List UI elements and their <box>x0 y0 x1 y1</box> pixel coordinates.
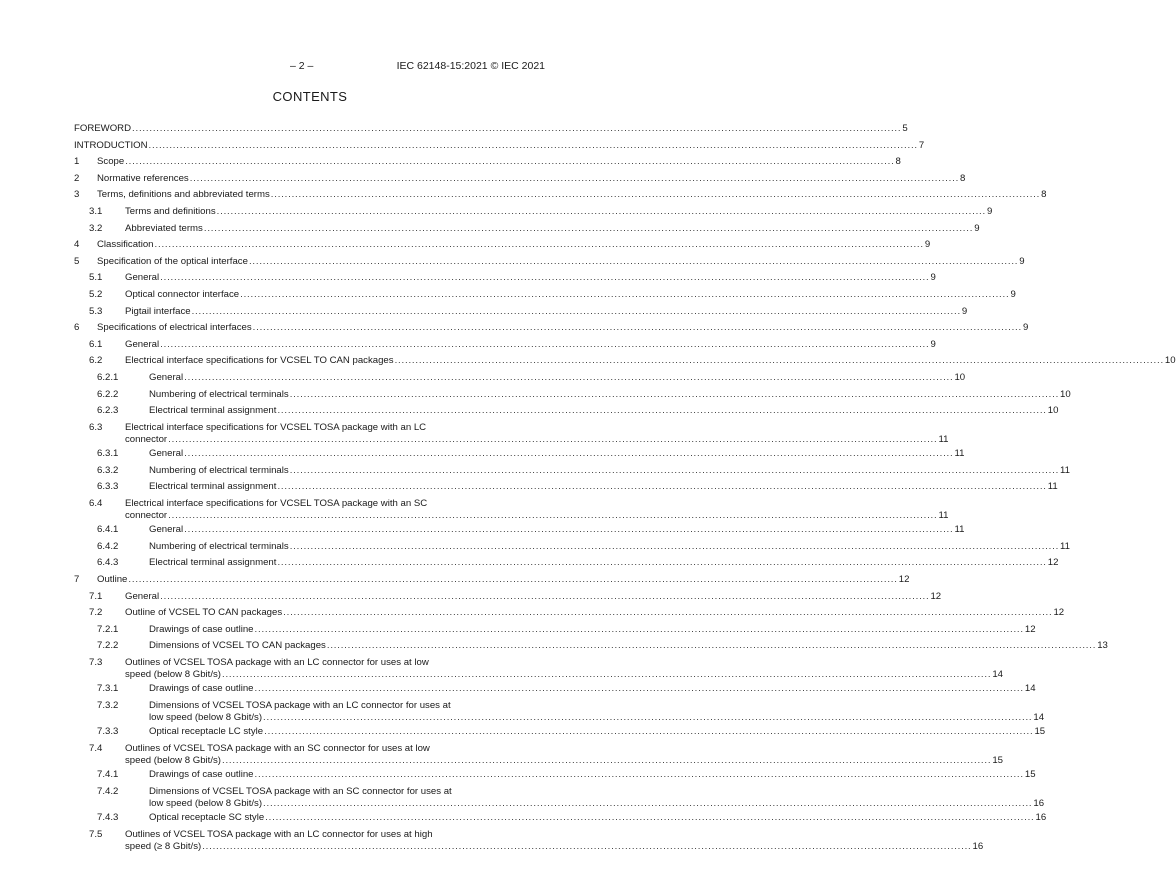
toc-entry-text: Optical connector interface <box>125 288 240 300</box>
toc-page-number: 10 <box>1047 405 1059 417</box>
toc-entry[interactable] <box>74 607 1065 624</box>
toc-entry-title <box>97 189 1047 201</box>
toc-entry-text: Optical receptacle LC style <box>149 726 264 738</box>
toc-entry-text-continued: low speed (below 8 Gbit/s) <box>149 711 263 723</box>
toc-entry[interactable] <box>74 222 980 240</box>
toc-entry-text: General <box>149 524 184 536</box>
toc-entry-title <box>97 322 1029 334</box>
toc-entry-number: 7 <box>74 574 80 586</box>
toc-entry-number: 7.4 <box>89 742 103 754</box>
toc-entry-title <box>149 481 1058 493</box>
toc-entry-title <box>125 355 1176 367</box>
toc-entry-title <box>149 524 965 536</box>
toc-page-number: 11 <box>1047 481 1058 493</box>
toc-entry[interactable] <box>74 288 1016 306</box>
toc-entry[interactable] <box>74 388 1071 406</box>
toc-entry-text: Optical receptacle SC style <box>149 812 265 824</box>
toc-entry-continuation-line <box>125 433 949 445</box>
toc-leader-dots: .............................................................................................................................................................................................................................. <box>189 172 960 184</box>
toc-entry-text: Electrical interface specifications for VCSEL TOSA package with an SC <box>125 497 428 509</box>
toc-entry-text: Terms and definitions <box>125 205 216 217</box>
toc-entry-number: 3.1 <box>89 205 103 217</box>
toc-entry-number: 6.1 <box>89 338 103 350</box>
toc-entry-text-continued: speed (below 8 Gbit/s) <box>125 754 221 766</box>
toc-entry-text: Specifications of electrical interfaces <box>97 322 252 334</box>
toc-page-number: 12 <box>1024 623 1036 635</box>
toc-entry-number: 7.4.3 <box>97 812 119 824</box>
toc-entry-title <box>149 448 965 460</box>
toc-entry[interactable] <box>74 640 1108 657</box>
toc-entry-number: 5.1 <box>89 272 103 284</box>
toc-page-number: 8 <box>960 172 966 184</box>
toc-entry-text: Electrical interface specifications for VCSEL TOSA package with an LC <box>125 421 427 433</box>
toc-entry-number: 7.2.1 <box>97 623 119 635</box>
toc-entry-number: 5 <box>74 255 80 267</box>
toc-leader-dots: .............................................................................................................................................................................................................................. <box>277 557 1047 569</box>
toc-page-number: 11 <box>1060 464 1070 476</box>
toc-leader-dots: .............................................................................................................................................................................................................................. <box>254 683 1024 695</box>
toc-entry[interactable] <box>74 726 1046 743</box>
toc-entry[interactable] <box>74 448 965 465</box>
toc-entry-title <box>149 785 1045 809</box>
toc-entry-continuation-line <box>149 711 1045 723</box>
toc-entry-title <box>149 388 1071 400</box>
toc-entry-continuation-line <box>125 669 1003 680</box>
toc-leader-dots: .............................................................................................................................................................................................................................. <box>160 590 930 602</box>
toc-entry-title <box>97 574 910 586</box>
toc-entry-text: Outlines of VCSEL TOSA package with an SC connector for uses at low <box>125 742 430 754</box>
toc-page-number: 11 <box>938 509 949 521</box>
toc-entry[interactable] <box>74 255 1025 273</box>
toc-leader-dots: .............................................................................................................................................................................................................................. <box>326 640 1097 652</box>
toc-page-number: 10 <box>954 371 966 383</box>
toc-leader-dots: .............................................................................................................................................................................................................................. <box>154 239 924 251</box>
toc-leader-dots: .............................................................................................................................................................................................................................. <box>184 524 954 536</box>
toc-page-number: 14 <box>1033 711 1045 723</box>
toc-leader-dots: .............................................................................................................................................................................................................................. <box>221 669 992 680</box>
toc-entry-title <box>97 255 1025 267</box>
toc-entry-continuation-line <box>149 797 1045 809</box>
toc-entry-number: 6.4.1 <box>97 524 119 536</box>
toc-entry[interactable] <box>74 590 942 608</box>
toc-leader-dots: .............................................................................................................................................................................................................................. <box>277 481 1047 493</box>
toc-leader-dots: .............................................................................................................................................................................................................................. <box>203 222 974 234</box>
toc-entry-text: Normative references <box>97 172 189 184</box>
toc-page-number: 9 <box>930 272 936 284</box>
toc-leader-dots: .............................................................................................................................................................................................................................. <box>160 338 930 350</box>
toc-entry-title <box>149 623 1036 635</box>
toc-entry-title <box>149 557 1059 569</box>
toc-entry[interactable] <box>74 156 901 173</box>
toc-entry-text: Electrical interface specifications for VCSEL TO CAN packages <box>125 355 394 367</box>
toc-entry-title <box>125 828 984 852</box>
toc-entry-number: 1 <box>74 156 80 168</box>
toc-page-number: 9 <box>1022 322 1029 334</box>
toc-entry-text: Specification of the optical interface <box>97 255 248 267</box>
toc-page-number: 15 <box>1024 769 1036 781</box>
toc-entry[interactable] <box>74 812 1047 829</box>
toc-entry-title <box>97 156 901 168</box>
toc-entry-number: 6.3.2 <box>97 464 119 476</box>
toc-entry-text: General <box>149 448 184 460</box>
toc-page-number: 9 <box>974 222 980 234</box>
toc-entry-title <box>74 123 908 134</box>
toc-entry-number: 6.4.2 <box>97 540 119 552</box>
toc-leader-dots: .............................................................................................................................................................................................................................. <box>132 123 902 134</box>
toc-entry[interactable] <box>74 239 931 256</box>
toc-entry-text: Dimensions of VCSEL TOSA package with an SC connector for uses at <box>149 785 452 797</box>
toc-leader-dots: .............................................................................................................................................................................................................................. <box>283 607 1053 619</box>
toc-entry-number: 4 <box>74 239 80 251</box>
toc-entry-text: Dimensions of VCSEL TO CAN packages <box>149 640 326 652</box>
toc-entry[interactable] <box>74 623 1036 641</box>
toc-entry-number: 7.2.2 <box>97 640 119 652</box>
toc-entry-continuation-line <box>125 509 949 521</box>
toc-entry-number: 7.2 <box>89 607 103 619</box>
toc-entry[interactable] <box>74 139 925 157</box>
toc-page-number: 11 <box>954 524 965 536</box>
toc-leader-dots: .............................................................................................................................................................................................................................. <box>184 448 954 460</box>
toc-leader-dots: .............................................................................................................................................................................................................................. <box>221 754 992 766</box>
toc-page-number: 9 <box>961 305 968 317</box>
toc-entry[interactable] <box>74 574 910 591</box>
toc-leader-dots: .............................................................................................................................................................................................................................. <box>216 205 986 217</box>
toc-leader-dots: .............................................................................................................................................................................................................................. <box>168 509 938 521</box>
toc-entry[interactable] <box>74 189 1047 206</box>
toc-page-number: 8 <box>1041 189 1047 201</box>
toc-entry-title <box>149 726 1046 738</box>
toc-entry-continuation-line <box>125 754 1003 766</box>
toc-entry[interactable] <box>74 524 965 541</box>
toc-entry-text: Outline <box>97 574 128 586</box>
toc-leader-dots: .............................................................................................................................................................................................................................. <box>184 371 954 383</box>
toc-page-number: 5 <box>902 123 908 134</box>
toc-entry-title <box>125 205 993 217</box>
toc-entry[interactable] <box>74 769 1036 786</box>
toc-entry[interactable] <box>74 683 1036 700</box>
toc-entry-title <box>74 139 925 151</box>
toc-entry-title <box>149 699 1045 723</box>
toc-entry-text: Electrical terminal assignment <box>149 557 277 569</box>
toc-entry-number: 6.4.3 <box>97 557 119 569</box>
toc-page-number: 12 <box>1053 607 1065 619</box>
toc-leader-dots: .............................................................................................................................................................................................................................. <box>265 812 1035 824</box>
toc-leader-dots: .............................................................................................................................................................................................................................. <box>252 322 1022 334</box>
toc-leader-dots: .............................................................................................................................................................................................................................. <box>148 139 918 151</box>
toc-page-number: 16 <box>972 840 984 852</box>
toc-leader-dots: .............................................................................................................................................................................................................................. <box>394 355 1164 367</box>
toc-page-number: 9 <box>1019 255 1025 267</box>
toc-page-number: 12 <box>898 574 910 586</box>
toc-entry[interactable] <box>74 322 1029 339</box>
toc-entry-text: Abbreviated terms <box>125 222 203 234</box>
toc-entry-text-continued: connector <box>125 509 168 521</box>
toc-entry-text: Terms, definitions and abbreviated terms <box>97 189 270 201</box>
toc-page-number: 10 <box>1060 388 1071 400</box>
toc-entry[interactable] <box>74 742 1003 769</box>
toc-entry-text: Electrical terminal assignment <box>149 405 277 417</box>
toc-entry-number: 7.3.1 <box>97 683 119 695</box>
toc-page-number: 13 <box>1097 640 1108 652</box>
toc-page-number: 7 <box>918 139 925 151</box>
toc-entry[interactable] <box>74 355 1176 372</box>
toc-entry-text: Outlines of VCSEL TOSA package with an LC connector for uses at low <box>125 657 429 668</box>
toc-entry-text: Drawings of case outline <box>149 623 254 635</box>
toc-entry-text: Scope <box>97 156 125 168</box>
toc-entry[interactable] <box>74 699 1045 726</box>
toc-entry-title <box>97 239 931 251</box>
toc-entry-title <box>125 497 949 521</box>
toc-entry-text: INTRODUCTION <box>74 139 148 151</box>
toc-entry-title <box>125 742 1003 766</box>
toc-entry-title <box>149 812 1047 824</box>
toc-leader-dots: .............................................................................................................................................................................................................................. <box>264 726 1034 738</box>
toc-entry[interactable] <box>74 371 966 389</box>
toc-leader-dots: .............................................................................................................................................................................................................................. <box>263 711 1033 723</box>
toc-entry[interactable] <box>74 785 1045 812</box>
toc-page-number: 12 <box>930 590 942 602</box>
toc-entry-number: 6.3.3 <box>97 481 119 493</box>
toc-entry[interactable] <box>74 540 1070 558</box>
toc-entry-text: Outlines of VCSEL TOSA package with an LC connector for uses at high <box>125 828 433 840</box>
toc-leader-dots: .............................................................................................................................................................................................................................. <box>160 272 930 284</box>
toc-leader-dots: .............................................................................................................................................................................................................................. <box>240 288 1010 300</box>
toc-entry-number: 3.2 <box>89 222 103 234</box>
toc-page-number: 11 <box>954 448 965 460</box>
toc-entry-text: General <box>125 590 160 602</box>
toc-entry-text: FOREWORD <box>74 123 132 134</box>
toc-leader-dots: .............................................................................................................................................................................................................................. <box>289 388 1060 400</box>
toc-entry-text-continued: connector <box>125 433 168 445</box>
toc-entry-title <box>149 640 1108 652</box>
toc-page-number: 9 <box>986 205 993 217</box>
toc-entry-number: 2 <box>74 172 80 184</box>
toc-entry-text: Electrical terminal assignment <box>149 481 277 493</box>
toc-entry-title <box>97 172 966 184</box>
toc-page-number: 12 <box>1047 557 1059 569</box>
toc-entry-text: Numbering of electrical terminals <box>149 388 289 400</box>
toc-entry[interactable] <box>74 305 968 323</box>
toc-entry-title <box>125 222 980 234</box>
toc-entry[interactable] <box>74 405 1059 422</box>
toc-page-number: 11 <box>938 433 949 445</box>
toc-entry-number: 7.1 <box>89 590 103 602</box>
toc-entry-text-continued: low speed (below 8 Gbit/s) <box>149 797 263 809</box>
toc-entry-number: 7.4.1 <box>97 769 119 781</box>
toc-entry[interactable] <box>74 497 949 524</box>
toc-page-number: 9 <box>924 239 931 251</box>
toc-page-number: 14 <box>1024 683 1036 695</box>
toc-entry-number: 6.2.2 <box>97 388 119 400</box>
toc-entry-number: 6.2 <box>89 355 103 367</box>
toc-leader-dots: .............................................................................................................................................................................................................................. <box>263 797 1033 809</box>
toc-entry[interactable] <box>74 205 993 223</box>
toc-entry-number: 6 <box>74 322 80 334</box>
toc-entry-number: 6.2.3 <box>97 405 119 417</box>
toc-entry-number: 6.4 <box>89 497 103 509</box>
toc-page-number: 10 <box>1164 355 1176 367</box>
toc-entry-title <box>125 607 1065 619</box>
toc-leader-dots: .............................................................................................................................................................................................................................. <box>248 255 1019 267</box>
toc-entry-number: 7.4.2 <box>97 785 119 797</box>
toc-entry[interactable] <box>74 272 936 289</box>
toc-leader-dots: .............................................................................................................................................................................................................................. <box>254 623 1024 635</box>
toc-entry-title <box>125 272 936 284</box>
toc-entry[interactable] <box>74 557 1059 574</box>
toc-entry-number: 5.3 <box>89 305 103 317</box>
toc-entry-title <box>149 769 1036 781</box>
toc-entry-text: General <box>125 272 160 284</box>
toc-entry-number: 7.3.3 <box>97 726 119 738</box>
toc-leader-dots: .............................................................................................................................................................................................................................. <box>254 769 1024 781</box>
toc-entry[interactable] <box>74 464 1070 482</box>
toc-leader-dots: .............................................................................................................................................................................................................................. <box>168 433 938 445</box>
toc-entry-number: 7.3.2 <box>97 699 119 711</box>
toc-entry-continuation-line <box>125 840 984 852</box>
toc-entry[interactable] <box>74 828 984 855</box>
toc-entry-number: 7.5 <box>89 828 103 840</box>
toc-leader-dots: .............................................................................................................................................................................................................................. <box>125 156 895 168</box>
toc-entry[interactable] <box>74 338 936 356</box>
toc-entry-title <box>149 371 966 383</box>
toc-entry-number: 5.2 <box>89 288 103 300</box>
toc-leader-dots: .............................................................................................................................................................................................................................. <box>277 405 1047 417</box>
toc-entry-number: 6.2.1 <box>97 371 119 383</box>
toc-entry-title <box>125 657 1003 680</box>
toc-entry[interactable] <box>74 657 1003 683</box>
toc-page-number: 15 <box>1034 726 1046 738</box>
toc-entry-text: Numbering of electrical terminals <box>149 540 289 552</box>
toc-entry-text-continued: speed (below 8 Gbit/s) <box>125 669 221 680</box>
toc-entry-text: Classification <box>97 239 154 251</box>
toc-entry-title <box>149 540 1070 552</box>
toc-entry-number: 6.3.1 <box>97 448 119 460</box>
toc-entry-title <box>149 405 1059 417</box>
toc-entry-text: General <box>149 371 184 383</box>
toc-entry[interactable] <box>74 481 1058 498</box>
toc-entry-title <box>125 421 949 445</box>
toc-entry-text: General <box>125 338 160 350</box>
contents-title: CONTENTS <box>272 89 348 104</box>
toc-leader-dots: .............................................................................................................................................................................................................................. <box>289 464 1060 476</box>
toc-entry[interactable] <box>74 123 908 140</box>
toc-leader-dots: .............................................................................................................................................................................................................................. <box>289 540 1060 552</box>
toc-entry-text: Drawings of case outline <box>149 683 254 695</box>
toc-leader-dots: .............................................................................................................................................................................................................................. <box>270 189 1041 201</box>
toc-entry-title <box>125 590 942 602</box>
toc-page-number: 9 <box>1010 288 1016 300</box>
toc-entry-number: 3 <box>74 189 80 201</box>
page-number: – 2 – <box>290 60 314 72</box>
toc-entry-title <box>125 305 968 317</box>
toc-page-number: 11 <box>1060 540 1070 552</box>
toc-page-number: 9 <box>930 338 936 350</box>
document-reference: IEC 62148-15:2021 © IEC 2021 <box>396 60 545 72</box>
toc-entry-text: Drawings of case outline <box>149 769 254 781</box>
toc-entry-text: Numbering of electrical terminals <box>149 464 289 476</box>
toc-entry-text: Pigtail interface <box>125 305 191 317</box>
toc-leader-dots: .............................................................................................................................................................................................................................. <box>191 305 961 317</box>
toc-page-number: 14 <box>992 669 1003 680</box>
toc-leader-dots: .............................................................................................................................................................................................................................. <box>128 574 898 586</box>
toc-entry-text: Outline of VCSEL TO CAN packages <box>125 607 283 619</box>
toc-page-number: 8 <box>895 156 901 168</box>
toc-page-number: 16 <box>1033 797 1045 809</box>
toc-page-number: 15 <box>992 754 1003 766</box>
toc-entry-text: Dimensions of VCSEL TOSA package with an LC connector for uses at <box>149 699 451 711</box>
toc-entry-title <box>149 464 1070 476</box>
toc-entry-title <box>125 288 1016 300</box>
toc-entry[interactable] <box>74 172 966 190</box>
toc-entry-text-continued: speed (≥ 8 Gbit/s) <box>125 840 202 852</box>
toc-entry-title <box>125 338 936 350</box>
toc-entry[interactable] <box>74 421 949 448</box>
toc-entry-number: 7.3 <box>89 657 103 668</box>
toc-entry-title <box>149 683 1036 695</box>
toc-page-number: 16 <box>1035 812 1047 824</box>
toc-leader-dots: .............................................................................................................................................................................................................................. <box>202 840 972 852</box>
toc-entry-number: 6.3 <box>89 421 103 433</box>
table-of-contents <box>74 123 1176 855</box>
page-header <box>0 60 620 74</box>
